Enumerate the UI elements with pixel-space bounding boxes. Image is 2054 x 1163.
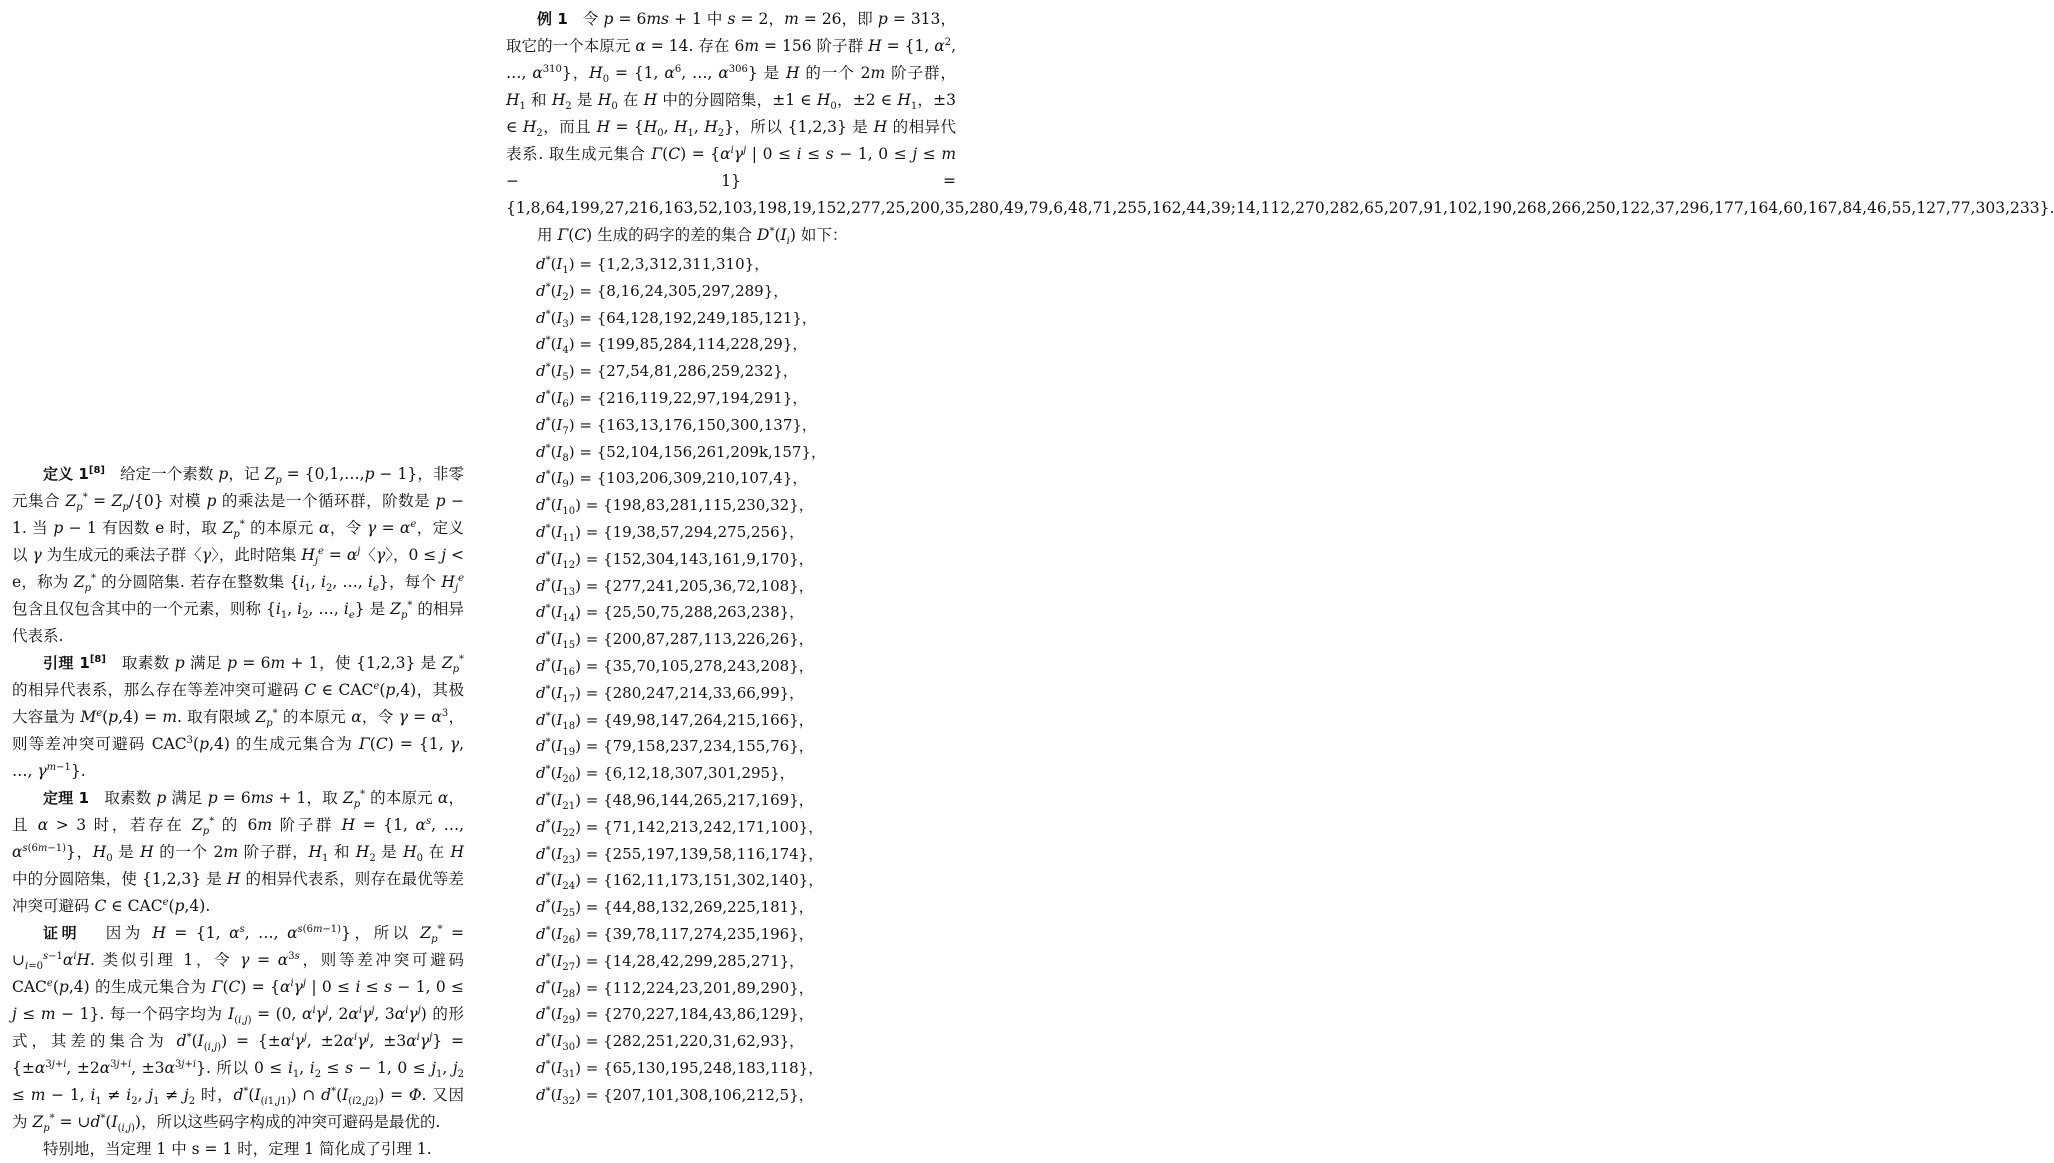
theorem-1-paragraph: 定理 1 取素数 p 满足 p = 6ms + 1，取 $Z_p^*$ 的本原元 α，且 α > 3 时，若存在 $Z_p^*$ 的 6m 阶子群 H = {1, $\alpha^s$, …, $\alpha^{s(6m-1)}$}，$H_0$ 是 H 的一个 2m 阶子群，$H_1$ 和 $H_2$ 是 $H_0$ 在 H 中的分圆陪集，使 {1,2,3} 是 H 的相异代表系，则存在最优等差冲突可避码 C ∈ CAC$^e$(p,4). — [12, 788, 465, 915]
diff-set-row — [536, 412, 956, 439]
diff-set-values: 49,98,147,264,215,166 — [612, 710, 790, 729]
diff-set-row — [536, 707, 956, 734]
diff-set-values: 6,12,18,307,301,295 — [612, 764, 771, 783]
diff-set-close: }， — [779, 603, 805, 622]
diff-set-values: 112,224,23,201,89,290 — [612, 978, 790, 997]
diff-set-values: 71,142,213,242,171,100 — [612, 817, 799, 836]
diff-set-values: 277,241,205,36,72,108 — [612, 576, 790, 595]
diff-set-label: $d^*(I_{30})$ = { — [536, 1032, 613, 1054]
diff-set-label: $d^*(I_{23})$ = { — [536, 844, 613, 866]
diff-set-close: }， — [779, 683, 805, 702]
diff-set-close: }， — [763, 281, 789, 300]
diff-set-row — [536, 894, 956, 921]
diff-set-values: 48,96,144,265,217,169 — [612, 790, 790, 809]
diff-set-label: $d^*(I_{10})$ = { — [536, 496, 613, 518]
diff-set-values: 79,158,237,234,155,76 — [612, 737, 790, 756]
diff-set-label: $d^*(I_{18})$ = { — [536, 710, 613, 732]
diff-set-row — [536, 278, 956, 305]
diff-set-values: 282,251,220,31,62,93 — [612, 1032, 780, 1051]
diff-set-row — [536, 1082, 956, 1109]
diff-set-row — [536, 385, 956, 412]
diff-set-close: }， — [779, 1032, 805, 1051]
diff-set-row — [536, 439, 956, 466]
diff-set-values: 255,197,139,58,116,174 — [612, 844, 799, 863]
proof-heading: 证明 — [43, 924, 81, 942]
diff-set-label: $d^*(I_{26})$ = { — [536, 924, 613, 946]
diff-set-row — [536, 305, 956, 332]
diff-set-values: 65,130,195,248,183,118 — [612, 1058, 799, 1077]
diff-set-label: $d^*(I_{19})$ = { — [536, 737, 613, 759]
diff-set-row — [536, 948, 956, 975]
diff-set-label: $d^*(I_{14})$ = { — [536, 603, 613, 625]
diff-set-label: $d^*(I_{22})$ = { — [536, 817, 613, 839]
diff-set-label: $d^*(I_{28})$ = { — [536, 978, 613, 1000]
diff-set-values: 25,50,75,288,263,238 — [612, 603, 780, 622]
diff-set-label: $d^*(I_7)$ = { — [536, 415, 607, 437]
diff-set-row — [536, 653, 956, 680]
diff-set-close: }， — [789, 576, 814, 595]
diff-set-close: }， — [792, 308, 817, 327]
diff-set-label: $d^*(I_{25})$ = { — [536, 898, 613, 920]
diff-set-row — [536, 546, 956, 573]
diff-set-row — [536, 760, 956, 787]
diff-set-close: }， — [789, 630, 814, 649]
diff-set-close: }， — [792, 415, 817, 434]
diff-set-values: 27,54,81,286,259,232 — [606, 362, 774, 381]
diff-set-label: $d^*(I_{27})$ = { — [536, 951, 613, 973]
diff-set-label: $d^*(I_{21})$ = { — [536, 790, 613, 812]
diff-set-values: 14,28,42,299,285,271 — [612, 951, 780, 970]
diff-set-values: 199,85,284,114,228,29 — [606, 335, 783, 354]
diff-set-row — [536, 975, 956, 1002]
diff-set-row — [536, 733, 956, 760]
diff-set-row — [536, 251, 956, 278]
diff-set-label: $d^*(I_4)$ = { — [536, 335, 607, 357]
theorem-1-heading: 定理 1 — [43, 789, 90, 807]
diff-set-row — [536, 867, 956, 894]
diff-set-label: $d^*(I_{24})$ = { — [536, 871, 613, 893]
diff-set-close: }， — [789, 496, 814, 515]
diff-set-values: 103,206,309,210,107,4 — [606, 469, 783, 488]
diff-set-values: 207,101,308,106,212,5 — [612, 1085, 790, 1104]
diff-set-values: 64,128,192,249,185,121 — [606, 308, 793, 327]
diff-set-label: $d^*(I_2)$ = { — [536, 281, 607, 303]
diff-set-values: 35,70,105,278,243,208 — [612, 656, 790, 675]
diff-set-close: }， — [782, 388, 808, 407]
diff-set-close: }， — [773, 362, 798, 381]
diff-set-row — [536, 599, 956, 626]
diff-set-values: 1,2,3,312,311,310 — [606, 255, 745, 273]
example-1-heading: 例 1 — [537, 10, 568, 28]
special-case-paragraph: 特别地，当定理 1 中 s = 1 时，定理 1 简化成了引理 1. — [43, 1140, 432, 1158]
diff-set-values: 162,11,173,151,302,140 — [612, 871, 799, 890]
definition-1-heading: 定义 1[8] — [43, 465, 105, 483]
diff-set-row — [536, 1055, 956, 1082]
diff-set-close: }， — [744, 255, 770, 273]
diff-set-values: 44,88,132,269,225,181 — [612, 898, 790, 917]
diff-set-close: }， — [770, 764, 795, 783]
diff-set-label: $d^*(I_8)$ = { — [536, 442, 607, 464]
diff-set-close: }， — [789, 1005, 814, 1024]
diff-set-close: }， — [782, 335, 808, 354]
diff-set-close: }， — [789, 1085, 814, 1104]
diff-set-label: $d^*(I_9)$ = { — [536, 469, 607, 491]
diff-set-close: }， — [789, 924, 814, 943]
diff-set-row — [536, 465, 956, 492]
diff-set-label: $d^*(I_{16})$ = { — [536, 656, 613, 678]
diff-set-row — [536, 921, 956, 948]
diff-set-row — [536, 814, 956, 841]
diff-set-values: 200,87,287,113,226,26 — [612, 630, 790, 649]
diff-set-values: 39,78,117,274,235,196 — [612, 924, 790, 943]
diff-set-label: $d^*(I_1)$ = { — [536, 255, 607, 276]
diff-set-values: 270,227,184,43,86,129 — [612, 1005, 790, 1024]
right-column — [506, 6, 2054, 1109]
diff-set-close: }， — [798, 871, 824, 890]
diff-set-values: 152,304,143,161,9,170 — [612, 549, 790, 568]
diff-set-label: $d^*(I_5)$ = { — [536, 362, 607, 384]
diff-set-label: $d^*(I_{29})$ = { — [536, 1005, 613, 1027]
lemma-1-paragraph: 引理 1[8] 取素数 p 满足 p = 6m + 1，使 {1,2,3} 是 $Z_p^*$ 的相异代表系，那么存在等差冲突可避码 C ∈ CAC$^e$(p,4)，其极大容量为 $M^e(p,4) = m$. 取有限域 $Z_p^*$ 的本原元 α，令 $\gamma = \alpha^3$，则等差冲突可避码 CAC$^3$(p,4) 的生成元集合为 Γ(C) = {1, γ, …, $\gamma^{m-1}$}. — [12, 653, 465, 780]
diff-set-values: 8,16,24,305,297,289 — [606, 281, 764, 300]
diff-set-close: }， — [798, 817, 824, 836]
diff-set-label: $d^*(I_{20})$ = { — [536, 764, 613, 786]
diff-set-close: }， — [779, 522, 805, 541]
diff-set-row — [536, 1028, 956, 1055]
diff-set-values: 52,104,156,261,209k,157 — [606, 442, 802, 461]
diff-set-values: 198,83,281,115,230,32 — [612, 496, 790, 515]
diff-set-row — [536, 519, 956, 546]
lemma-1-heading: 引理 1[8] — [43, 654, 106, 672]
diff-set-close: }， — [789, 549, 814, 568]
diff-set-close: }， — [789, 790, 814, 809]
diff-set-label: $d^*(I_6)$ = { — [536, 388, 607, 410]
diff-set-row — [536, 331, 956, 358]
diff-set-label: $d^*(I_{11})$ = { — [536, 522, 613, 544]
diff-set-close: }， — [789, 710, 814, 729]
diff-set-list — [506, 251, 956, 1109]
diff-set-values: 19,38,57,294,275,256 — [612, 522, 780, 541]
diff-set-values: 163,13,176,150,300,137 — [606, 415, 793, 434]
diff-set-row — [536, 787, 956, 814]
diff-set-row — [536, 1001, 956, 1028]
diff-set-label: $d^*(I_{31})$ = { — [536, 1058, 613, 1080]
diff-intro: 用 Γ(C) 生成的码字的差的集合 $D^*(I_i)$ 如下： — [537, 225, 848, 248]
diff-set-row — [536, 626, 956, 653]
diff-set-row — [536, 358, 956, 385]
diff-set-label: $d^*(I_{15})$ = { — [536, 630, 613, 652]
diff-set-row — [536, 841, 956, 868]
diff-set-label: $d^*(I_{32})$ = { — [536, 1085, 613, 1107]
diff-set-label: $d^*(I_{13})$ = { — [536, 576, 613, 598]
diff-set-label: $d^*(I_3)$ = { — [536, 308, 607, 330]
diff-set-close: }， — [789, 978, 814, 997]
diff-set-label: $d^*(I_{17})$ = { — [536, 683, 613, 705]
diff-set-values: 280,247,214,33,66,99 — [612, 683, 780, 702]
diff-set-label: $d^*(I_{12})$ = { — [536, 549, 613, 571]
diff-set-close: }， — [789, 656, 814, 675]
left-column — [12, 461, 464, 1163]
diff-set-close: }， — [798, 1058, 824, 1077]
diff-set-close: }， — [789, 898, 814, 917]
diff-set-row — [536, 492, 956, 519]
diff-set-close: }， — [798, 844, 824, 863]
diff-set-row — [536, 680, 956, 707]
diff-set-close: }， — [789, 737, 814, 756]
diff-set-close: }， — [782, 469, 808, 488]
diff-set-close: }， — [779, 951, 805, 970]
diff-set-row — [536, 573, 956, 600]
example-1-paragraph: 例 1 令 p = 6ms + 1 中 s = 2，m = 26，即 p = 313，取它的一个本原元 α = 14. 存在 6m = 156 阶子群 H = {1, $\alpha^2$, …, $\alpha^{310}$}，$H_0 = \{1$, $\alpha^6$, …, $\alpha^{306}$} 是 H 的一个 2m 阶子群，$H_1$ 和 $H_2$ 是 $H_0$ 在 H 中的分圆陪集，±1 ∈ $H_0$，±2 ∈ $H_1$，±3 ∈ $H_2$，而且 $H = \{H_0$, $H_1$, $H_2$}，所以 {1,2,3} 是 H 的相异代表系. 取生成元集合 $\Gamma(C) = \{\alpha^i\gamma^j$ | 0 ≤ i ≤ s − 1, 0 ≤ j ≤ m − 1} = {1,8,64,199,27,216,163,52,103,198,19,152,277,25,200,35,280,49,79,6,48,71,255,162,44,39;14,112,270,282,65,207,91,102,190,268,266,250,122,37,296,177,164,60,167,84,46,55,127,77,303,233}. — [506, 10, 2054, 217]
proof-paragraph: 证明 因为 H = {1, $\alpha^s$, …, $\alpha^{s(6m-1)}$}，所以 $Z_p^*$ = $\cup_{i=0}^{s-1}\alpha^iH$. 类似引理 1，令 $\gamma = \alpha^{3s}$，则等差冲突可避码 CAC$^e$(p,4) 的生成元集合为 $\Gamma(C) = \{\alpha^i\gamma^j$ | 0 ≤ i ≤ s − 1, 0 ≤ j ≤ m − 1}. 每一个码字均为 $I_{(i,j)} = (0$, $\alpha^i\gamma^j$, $2\alpha^i\gamma^j$, $3\alpha^i\gamma^j$) 的形式，其差的集合为 $d^*(I_{(i,j)}) = \{\pm\alpha^i\gamma^j$, $\pm 2\alpha^i\gamma^j$, $\pm 3\alpha^i\gamma^j\} = \{\pm\alpha^{3j+i}$, $\pm 2\alpha^{3j+i}$, $\pm 3\alpha^{3j+i}$}. 所以 $0 \le i_1$, $i_2 \le s - 1$, $0 \le j_1$, $j_2 \le m - 1$, $i_1 \ne i_2$, $j_1 \ne j_2$ 时，$d^*(I_{(i1,j1)})$ ∩ $d^*(I_{(i2,j2)}) = \Phi$. 又因为 $Z_p^*$ = $\cup d^*(I_{(i,j)})$，所以这些码字构成的冲突可避码是最优的. — [12, 923, 465, 1135]
diff-set-values: 216,119,22,97,194,291 — [606, 388, 783, 407]
diff-set-close: }， — [801, 442, 826, 461]
definition-1-paragraph: 定义 1[8] 给定一个素数 p，记 $Z_p$ = {0,1,…,p − 1}，非零元集合 $Z_p^* = Z_p/\{0\}$ 对模 p 的乘法是一个循环群，阶数是 p − 1. 当 p − 1 有因数 e 时，取 $Z_p^*$ 的本原元 α，令 $\gamma = \alpha^e$，定义以 γ 为生成元的乘法子群〈γ〉，此时陪集 $H_j^e = \alpha^j$〈γ〉，0 ≤ j < e，称为 $Z_p^*$ 的分圆陪集. 若存在整数集 {$i_1$, $i_2$, …, $i_e$}，每个 $H_j^e$ 包含且仅包含其中的一个元素，则称 {$i_1$, $i_2$, …, $i_e$} 是 $Z_p^*$ 的相异代表系. — [12, 465, 464, 645]
